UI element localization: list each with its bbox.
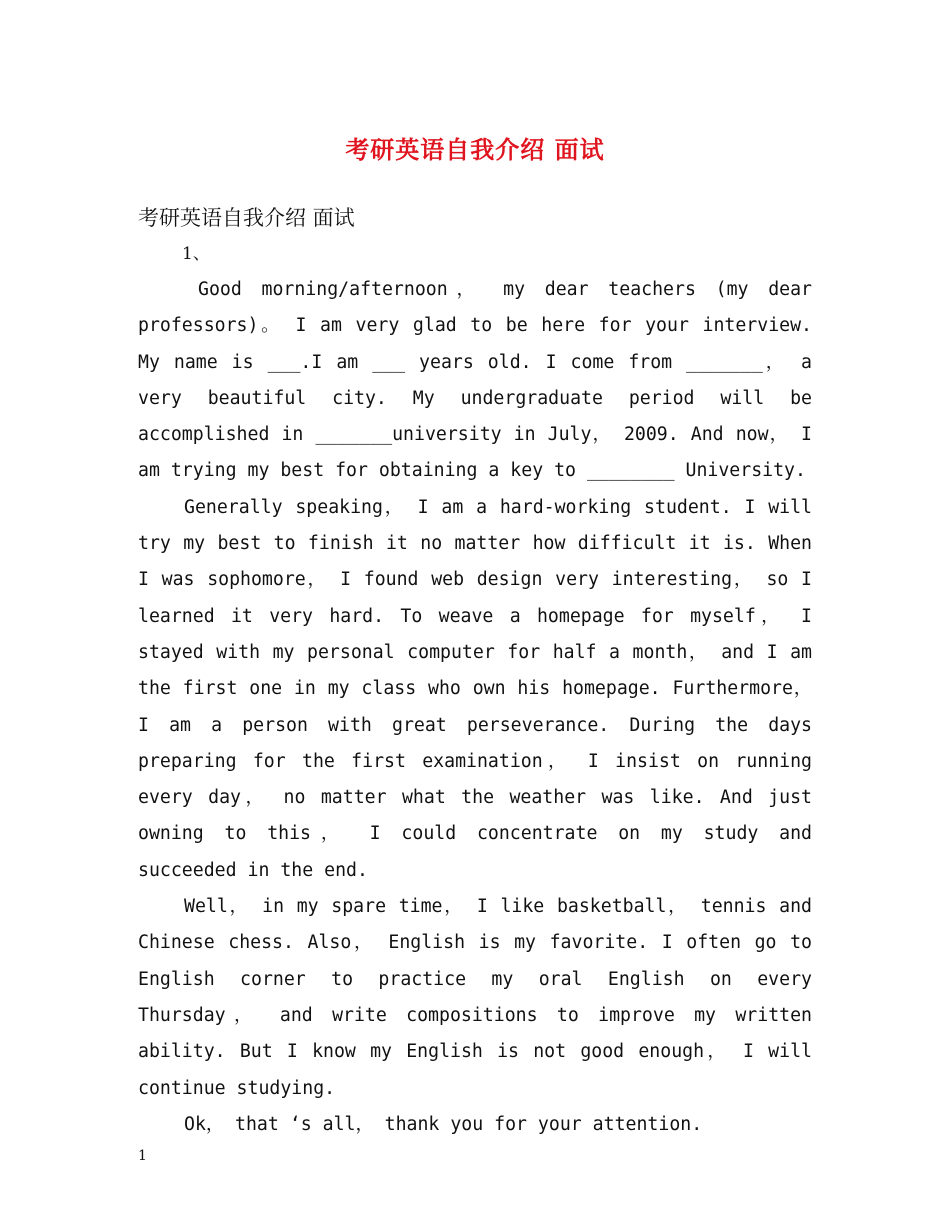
document-subtitle: 考研英语自我介绍 面试 [138,206,355,230]
paragraph-closing: Ok， that ‘s all， thank you for your attention. [184,1113,703,1135]
document-title: 考研英语自我介绍 面试 [345,135,605,164]
paragraph-greeting: Good morning/afternoon， my dear teachers (my dear professors)。 I am very glad to be here for your interview. My name is ___.I am ___ years old. I come from _______， a very beautiful city. My undergraduate period will be accomplished in _______university in July， 2009. And now， I am trying my best for obtaining a key to ________ University. [138,279,812,482]
paragraph-hobbies: Well， in my spare time， I like basketball， tennis and Chinese chess. Also， English is my favorite. I often go to English corner to practice my oral English on every Thursday， and write compositions to improve my written ability. But I know my English is not good enough， I will continue studying. [138,896,812,1099]
item-number: 1、 [182,244,210,264]
page-number: 1 [138,1148,147,1164]
document-body [138,200,812,1143]
paragraph-personality: Generally speaking， I am a hard-working student. I will try my best to finish it no matter how difficult it is. When I was sophomore， I found web design very interesting， so I learned it very hard. To weave a homepage for myself， I stayed with my personal computer for half a month， and I am the first one in my class who own his homepage. Furthermore， I am a person with great perseverance. During the days preparing for the first examination， I insist on running every day， no matter what the weather was like. And just owning to this， I could concentrate on my study and succeeded in the end. [138,496,812,881]
